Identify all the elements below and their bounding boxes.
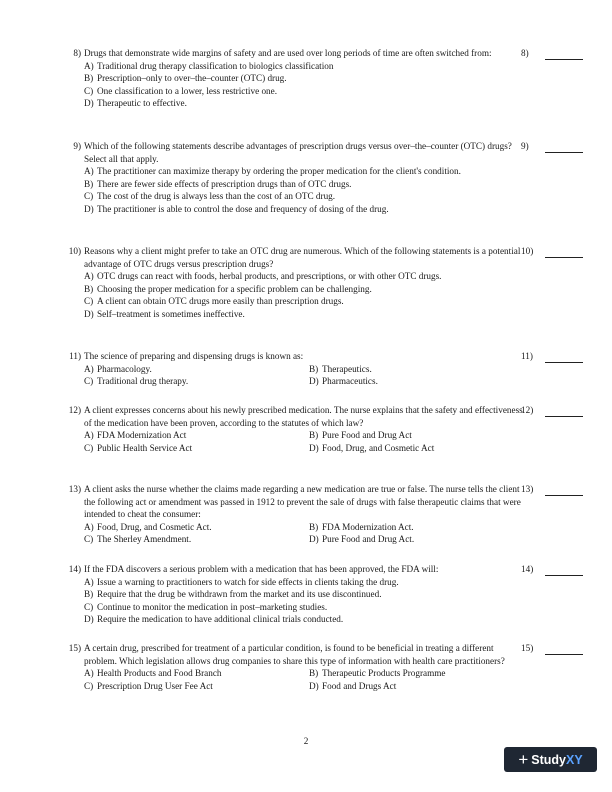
option-label: D) bbox=[309, 534, 319, 545]
option-label: B) bbox=[309, 521, 319, 532]
option-text: Continue to monitor the medication in post–marketing studies. bbox=[97, 601, 328, 612]
option-a[interactable] bbox=[84, 165, 592, 178]
answer-number: 15) bbox=[521, 643, 534, 653]
option-text: Pure Food and Drug Act. bbox=[322, 534, 415, 545]
page-number: 2 bbox=[303, 736, 309, 746]
option-d[interactable] bbox=[84, 308, 592, 321]
question-stem: A client expresses concerns about his newly prescribed medication. The nurse explains that the safety and effectiveness of the medication have been proven, according to the statutes of which law? bbox=[84, 405, 523, 428]
question-13 bbox=[52, 483, 592, 546]
option-b[interactable] bbox=[309, 667, 509, 680]
option-c[interactable] bbox=[84, 190, 592, 203]
option-label: B) bbox=[84, 73, 94, 84]
option-text: Therapeutic to effective. bbox=[97, 98, 187, 109]
option-text: Prescription Drug User Fee Act bbox=[97, 680, 213, 691]
answer-line[interactable] bbox=[545, 49, 583, 60]
option-d[interactable] bbox=[309, 680, 509, 693]
question-stem: A certain drug, prescribed for treatment of a particular condition, is found to be beneficial in treating a different problem. Which legislation allows drug companies to share this type of information with health care practitioners? bbox=[84, 643, 505, 666]
answer-line[interactable] bbox=[545, 352, 583, 363]
option-text: The practitioner is able to control the dose and frequency of dosing of the drug. bbox=[97, 203, 389, 214]
option-label: A) bbox=[84, 576, 94, 587]
option-d[interactable] bbox=[84, 97, 592, 110]
option-label: D) bbox=[84, 203, 94, 214]
question-stem: Which of the following statements describe advantages of prescription drugs versus over–the–counter (OTC) drugs? Select all that apply. bbox=[84, 141, 512, 164]
option-label: C) bbox=[84, 296, 94, 307]
question-14 bbox=[52, 563, 592, 626]
answer-number: 10) bbox=[521, 246, 534, 256]
option-text: Pharmaceutics. bbox=[322, 376, 378, 387]
option-label: D) bbox=[309, 680, 319, 691]
option-b[interactable] bbox=[84, 283, 592, 296]
question-number: 8) bbox=[73, 48, 81, 58]
answer-blank[interactable] bbox=[521, 47, 583, 60]
option-label: C) bbox=[84, 85, 94, 96]
question-number: 13) bbox=[68, 484, 81, 494]
option-label: A) bbox=[84, 271, 94, 282]
option-label: B) bbox=[309, 363, 319, 374]
question-number: 12) bbox=[68, 405, 81, 415]
brand-name-part1: Study bbox=[531, 752, 566, 767]
option-label: A) bbox=[84, 668, 94, 679]
option-label: C) bbox=[84, 191, 94, 202]
option-label: D) bbox=[84, 98, 94, 109]
question-stem: Drugs that demonstrate wide margins of safety and are used over long periods of time are often switched from: bbox=[84, 48, 492, 58]
answer-number: 9) bbox=[521, 141, 529, 151]
option-label: D) bbox=[309, 376, 319, 387]
option-text: Therapeutics. bbox=[322, 363, 372, 374]
question-15 bbox=[52, 642, 592, 692]
question-number: 14) bbox=[68, 564, 81, 574]
answer-line[interactable] bbox=[545, 247, 583, 258]
option-text: Require the medication to have additional clinical trials conducted. bbox=[97, 614, 344, 625]
option-text: The Sherley Amendment. bbox=[97, 534, 192, 545]
option-d[interactable] bbox=[84, 613, 592, 626]
answer-line[interactable] bbox=[545, 406, 583, 417]
option-a[interactable] bbox=[84, 60, 592, 73]
option-text: Pure Food and Drug Act bbox=[322, 430, 412, 441]
option-c[interactable] bbox=[84, 375, 309, 388]
options-list bbox=[84, 363, 592, 388]
option-label: C) bbox=[84, 601, 94, 612]
answer-blank[interactable] bbox=[521, 404, 583, 417]
option-a[interactable] bbox=[84, 429, 309, 442]
option-d[interactable] bbox=[309, 375, 509, 388]
option-a[interactable] bbox=[84, 521, 309, 534]
option-label: A) bbox=[84, 521, 94, 532]
option-b[interactable] bbox=[309, 363, 509, 376]
option-d[interactable] bbox=[309, 533, 509, 546]
option-text: Self–treatment is sometimes ineffective. bbox=[97, 308, 245, 319]
question-stem: The science of preparing and dispensing drugs is known as: bbox=[84, 351, 304, 361]
option-label: A) bbox=[84, 430, 94, 441]
question-number: 9) bbox=[73, 141, 81, 151]
question-9 bbox=[52, 140, 592, 216]
answer-blank[interactable] bbox=[521, 642, 583, 655]
option-label: A) bbox=[84, 363, 94, 374]
brand-name-part2: XY bbox=[565, 752, 583, 767]
option-a[interactable] bbox=[84, 363, 309, 376]
option-text: Therapeutic Products Programme bbox=[322, 668, 446, 679]
question-8 bbox=[52, 47, 592, 110]
option-label: C) bbox=[84, 376, 94, 387]
options-list bbox=[84, 429, 592, 454]
options-list bbox=[84, 667, 592, 692]
question-12 bbox=[52, 404, 592, 454]
option-label: C) bbox=[84, 534, 94, 545]
option-text: Require that the drug be withdrawn from the market and its use discontinued. bbox=[97, 589, 382, 600]
answer-blank[interactable] bbox=[521, 245, 583, 258]
option-text: Issue a warning to practitioners to watch for side effects in clients taking the drug. bbox=[97, 576, 399, 587]
option-text: Food and Drugs Act bbox=[322, 680, 397, 691]
option-label: A) bbox=[84, 166, 94, 177]
options-list bbox=[84, 521, 592, 546]
answer-number: 8) bbox=[521, 48, 529, 58]
option-a[interactable] bbox=[84, 667, 309, 680]
answer-blank[interactable] bbox=[521, 483, 583, 496]
answer-number: 13) bbox=[521, 484, 534, 494]
question-stem: If the FDA discovers a serious problem with a medication that has been approved, the FDA will: bbox=[84, 564, 439, 574]
option-label: C) bbox=[84, 442, 94, 453]
studyxy-logo[interactable] bbox=[504, 747, 597, 772]
option-text: Public Health Service Act bbox=[97, 442, 193, 453]
option-label: A) bbox=[84, 60, 94, 71]
option-text: Pharmacology. bbox=[97, 363, 152, 374]
question-number: 10) bbox=[68, 246, 81, 256]
answer-line[interactable] bbox=[545, 485, 583, 496]
option-a[interactable] bbox=[84, 576, 592, 589]
option-label: B) bbox=[84, 283, 94, 294]
option-text: The practitioner can maximize therapy by ordering the proper medication for the client's condition. bbox=[97, 166, 461, 177]
option-label: D) bbox=[84, 308, 94, 319]
question-stem: Reasons why a client might prefer to take an OTC drug are numerous. Which of the following statements is a potential advantage of OTC drugs versus prescription drugs? bbox=[84, 246, 521, 269]
question-number: 15) bbox=[68, 643, 81, 653]
question-number: 11) bbox=[69, 351, 81, 361]
option-c[interactable] bbox=[84, 85, 592, 98]
question-stem: A client asks the nurse whether the claims made regarding a new medication are true or false. The nurse tells the client the following act or amendment was passed in 1912 to prevent the sale of drugs with false therapeutic claims that were intended to cheat the consumer: bbox=[84, 484, 521, 520]
option-label: B) bbox=[309, 430, 319, 441]
question-10 bbox=[52, 245, 592, 321]
option-label: B) bbox=[84, 178, 94, 189]
option-text: There are fewer side effects of prescription drugs than of OTC drugs. bbox=[97, 178, 352, 189]
option-b[interactable] bbox=[84, 178, 592, 191]
option-text: Health Products and Food Branch bbox=[97, 668, 222, 679]
option-c[interactable] bbox=[84, 533, 309, 546]
answer-blank[interactable] bbox=[521, 350, 583, 363]
answer-number: 14) bbox=[521, 564, 534, 574]
option-b[interactable] bbox=[309, 429, 509, 442]
option-text: Choosing the proper medication for a specific problem can be challenging. bbox=[97, 283, 372, 294]
option-label: D) bbox=[84, 614, 94, 625]
question-11 bbox=[52, 350, 592, 388]
answer-line[interactable] bbox=[545, 565, 583, 576]
options-list bbox=[84, 576, 592, 626]
option-b[interactable] bbox=[84, 588, 592, 601]
option-text: A client can obtain OTC drugs more easily than prescription drugs. bbox=[97, 296, 344, 307]
option-text: FDA Modernization Act bbox=[97, 430, 187, 441]
option-label: C) bbox=[84, 680, 94, 691]
option-c[interactable] bbox=[84, 295, 592, 308]
options-list bbox=[84, 165, 592, 215]
option-text: Traditional drug therapy classification to biologics classification bbox=[97, 60, 334, 71]
option-c[interactable] bbox=[84, 601, 592, 614]
option-a[interactable] bbox=[84, 270, 592, 283]
option-label: B) bbox=[309, 668, 319, 679]
option-c[interactable] bbox=[84, 442, 309, 455]
option-text: Traditional drug therapy. bbox=[97, 376, 189, 387]
option-text: Food, Drug, and Cosmetic Act. bbox=[97, 521, 212, 532]
option-label: B) bbox=[84, 589, 94, 600]
option-label: D) bbox=[309, 442, 319, 453]
option-text: OTC drugs can react with foods, herbal products, and prescriptions, or with other OTC drugs. bbox=[97, 271, 442, 282]
option-d[interactable] bbox=[84, 203, 592, 216]
option-text: One classification to a lower, less restrictive one. bbox=[97, 85, 278, 96]
answer-blank[interactable] bbox=[521, 140, 583, 153]
option-b[interactable] bbox=[84, 72, 592, 85]
option-d[interactable] bbox=[309, 442, 509, 455]
answer-number: 11) bbox=[521, 351, 533, 361]
options-list bbox=[84, 60, 592, 110]
answer-number: 12) bbox=[521, 405, 534, 415]
answer-line[interactable] bbox=[545, 142, 583, 153]
option-b[interactable] bbox=[309, 521, 509, 534]
answer-blank[interactable] bbox=[521, 563, 583, 576]
plus-icon: + bbox=[518, 750, 529, 769]
option-text: Food, Drug, and Cosmetic Act bbox=[322, 442, 435, 453]
options-list bbox=[84, 270, 592, 320]
option-text: FDA Modernization Act. bbox=[322, 521, 414, 532]
answer-line[interactable] bbox=[545, 644, 583, 655]
option-text: Prescription–only to over–the–counter (OTC) drug. bbox=[97, 73, 287, 84]
option-c[interactable] bbox=[84, 680, 309, 693]
option-text: The cost of the drug is always less than the cost of an OTC drug. bbox=[97, 191, 336, 202]
